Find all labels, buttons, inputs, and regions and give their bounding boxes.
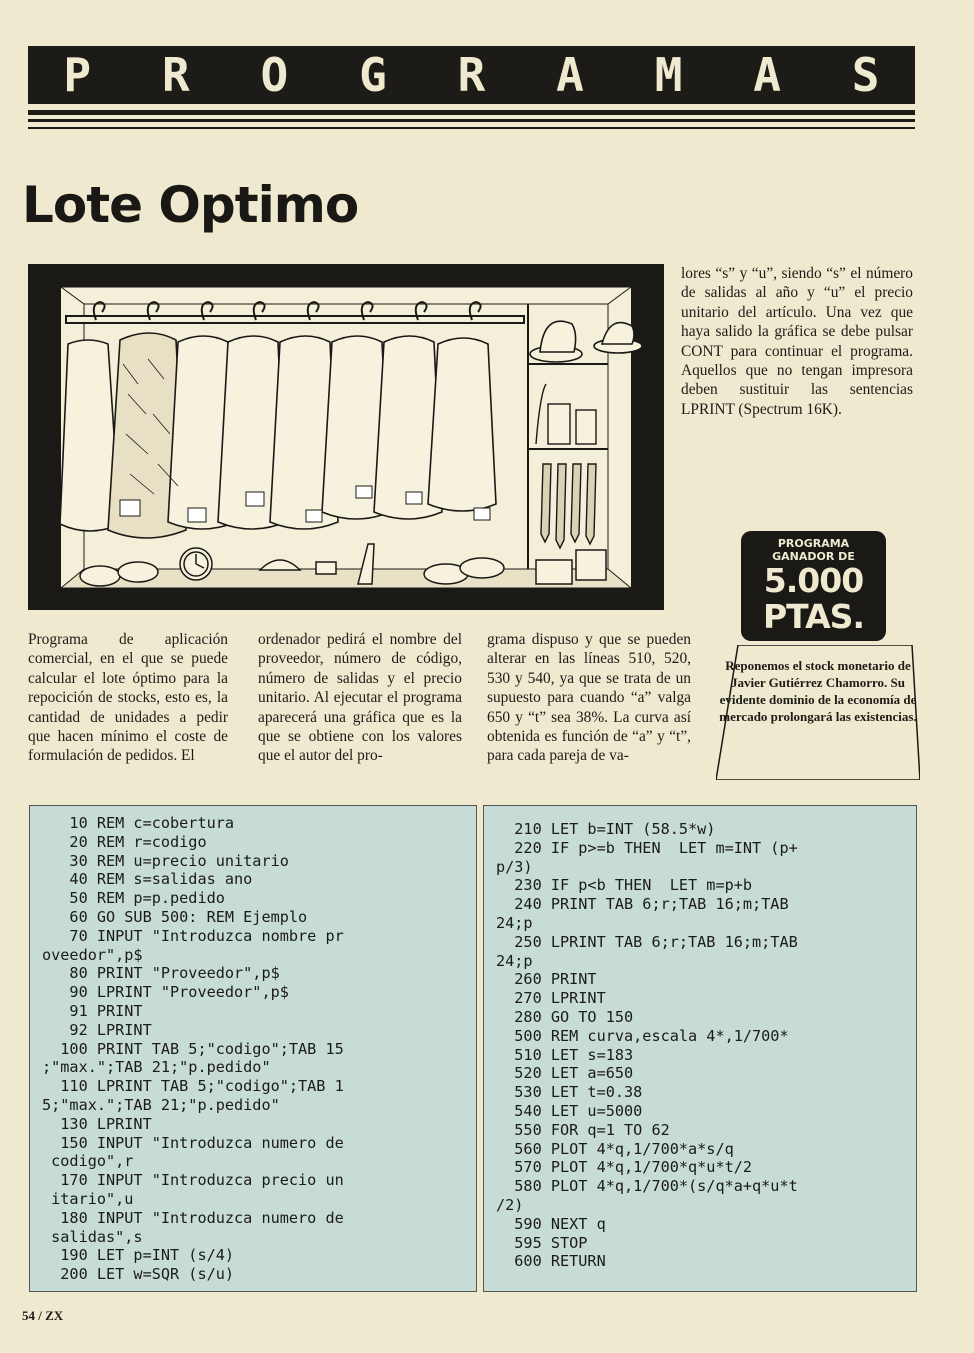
banner-stripe (28, 110, 915, 115)
code-line: 540 LET u=5000 (496, 1101, 643, 1120)
code-line: 91 PRINT (42, 1001, 143, 1020)
code-line: 10 REM c=cobertura (42, 814, 235, 832)
code-line: 5;"max.";TAB 21;"p.pedido" (42, 1095, 280, 1114)
code-line: 100 PRINT TAB 5;"codigo";TAB 15 (42, 1039, 344, 1058)
code-line: 92 LPRINT (42, 1020, 152, 1039)
section-banner (28, 46, 915, 104)
badge-amount: 5.000 (763, 561, 864, 600)
banner-letter: S (851, 48, 880, 102)
banner-letter: G (359, 48, 387, 102)
code-line: 550 FOR q=1 TO 62 (496, 1120, 670, 1139)
code-line: 600 RETURN (496, 1252, 606, 1271)
code-line: 220 IF p>=b THEN LET m=INT (p+ (496, 838, 798, 857)
badge-line-1: PROGRAMA (777, 537, 850, 550)
code-listing-left (42, 814, 344, 1284)
body-column-2: ordenador pedirá el nombre del proveedor, número de código, número de salidas y el precio unitario. Al ejecutar el programa aparecerá una gráfica que es la que se obtiene con los valores que el autor del pro- (258, 631, 462, 765)
code-line: 150 INPUT "Introduzca numero de (42, 1133, 344, 1152)
listing-panel-left (29, 805, 477, 1292)
code-line: 260 PRINT (496, 970, 597, 989)
code-line: 520 LET a=650 (496, 1064, 634, 1083)
code-line: 130 LPRINT (42, 1114, 152, 1133)
banner-letter: R (161, 48, 190, 102)
code-line: 280 GO TO 150 (496, 1007, 634, 1026)
wardrobe-illustration (28, 264, 664, 610)
code-line: 530 LET t=0.38 (496, 1083, 643, 1102)
intro-paragraph-right: lores “s” y “u”, siendo “s” el número de salidas al año y “u” el precio unitario del artículo. Una vez que haya salido la gráfica se debe pulsar CONT para continuar el programa. Aquellos que no tengan impresora deben sustituir las sentencias LPRINT (Spectrum 16K). (681, 265, 913, 418)
listing-panel-right (483, 805, 917, 1292)
note-box (716, 645, 920, 780)
section-letters (28, 46, 915, 104)
code-line: 210 LET b=INT (58.5*w) (496, 820, 716, 838)
code-line: 250 LPRINT TAB 6;r;TAB 16;m;TAB (496, 932, 798, 951)
code-line: 90 LPRINT "Proveedor",p$ (42, 983, 289, 1002)
code-line: 510 LET s=183 (496, 1045, 634, 1064)
code-line: 40 REM s=salidas ano (42, 870, 253, 889)
code-line: 580 PLOT 4*q,1/700*(s/q*a+q*u*t (496, 1177, 798, 1196)
code-line: 240 PRINT TAB 6;r;TAB 16;m;TAB (496, 895, 789, 914)
banner-letter: R (457, 48, 486, 102)
code-line: 70 INPUT "Introduzca nombre pr (42, 926, 344, 945)
code-line: 110 LPRINT TAB 5;"codigo";TAB 1 (42, 1077, 344, 1096)
badge-currency: PTAS. (763, 597, 864, 636)
page-folio: 54 / ZX (22, 1308, 64, 1323)
body-column-1: Programa de aplicación comercial, en el que se puede calcular el lote óptimo para la repocición de stocks, esto es, la cantidad de unidades a pedir que hacen mínimo el coste de formulación de pedidos. El (28, 631, 228, 765)
article-title: Lote Optimo (22, 176, 359, 234)
code-line: 60 GO SUB 500: REM Ejemplo (42, 907, 308, 926)
code-line: /2) (496, 1195, 524, 1214)
code-line: 595 STOP (496, 1233, 588, 1252)
banner-stripe (28, 119, 915, 122)
code-line: 170 INPUT "Introduzca precio un (42, 1171, 344, 1190)
code-line: 270 LPRINT (496, 989, 606, 1008)
banner-letter: A (753, 48, 781, 102)
badge-line-2: GANADOR DE (772, 550, 855, 563)
body-column-3: grama dispuso y que se pueden alterar en las líneas 510, 520, 530 y 540, ya que se trata de un supuesto para cuando “a” valga 650 y “t” sea 38%. La curva así obtenida es función de “a” y “t”, para cada pareja de va- (487, 631, 691, 765)
code-line: codigo",r (42, 1152, 134, 1171)
code-line: salidas",s (42, 1227, 143, 1246)
banner-letter: M (654, 48, 683, 102)
code-line: ;"max.";TAB 21;"p.pedido" (42, 1058, 271, 1077)
code-line: 20 REM r=codigo (42, 832, 207, 851)
code-listing-right (496, 820, 798, 1271)
code-line: oveedor",p$ (42, 945, 143, 964)
code-line: 190 LET p=INT (s/4) (42, 1246, 235, 1265)
code-line: 500 REM curva,escala 4*,1/700* (496, 1026, 789, 1045)
code-line: 30 REM u=precio unitario (42, 851, 289, 870)
prize-badge (741, 531, 886, 641)
code-line: 180 INPUT "Introduzca numero de (42, 1208, 344, 1227)
code-line: p/3) (496, 857, 533, 876)
code-line: 560 PLOT 4*q,1/700*a*s/q (496, 1139, 734, 1158)
banner-letter: A (556, 48, 584, 102)
code-line: 200 LET w=SQR (s/u) (42, 1265, 235, 1284)
code-line: 24;p (496, 951, 533, 970)
code-line: 590 NEXT q (496, 1214, 606, 1233)
code-line: 230 IF p<b THEN LET m=p+b (496, 876, 753, 895)
code-line: itario",u (42, 1189, 134, 1208)
code-line: 24;p (496, 913, 533, 932)
banner-letter: P (63, 48, 92, 102)
code-line: 80 PRINT "Proveedor",p$ (42, 964, 280, 983)
banner-stripe (28, 127, 915, 129)
note-text: Reponemos el stock monetario de Javier Gutiérrez Chamorro. Su evidente dominio de la economía de mercado prolongará las existencias. (719, 658, 917, 724)
code-line: 570 PLOT 4*q,1/700*q*u*t/2 (496, 1158, 753, 1177)
code-line: 50 REM p=p.pedido (42, 889, 225, 908)
banner-letter: O (260, 48, 289, 102)
